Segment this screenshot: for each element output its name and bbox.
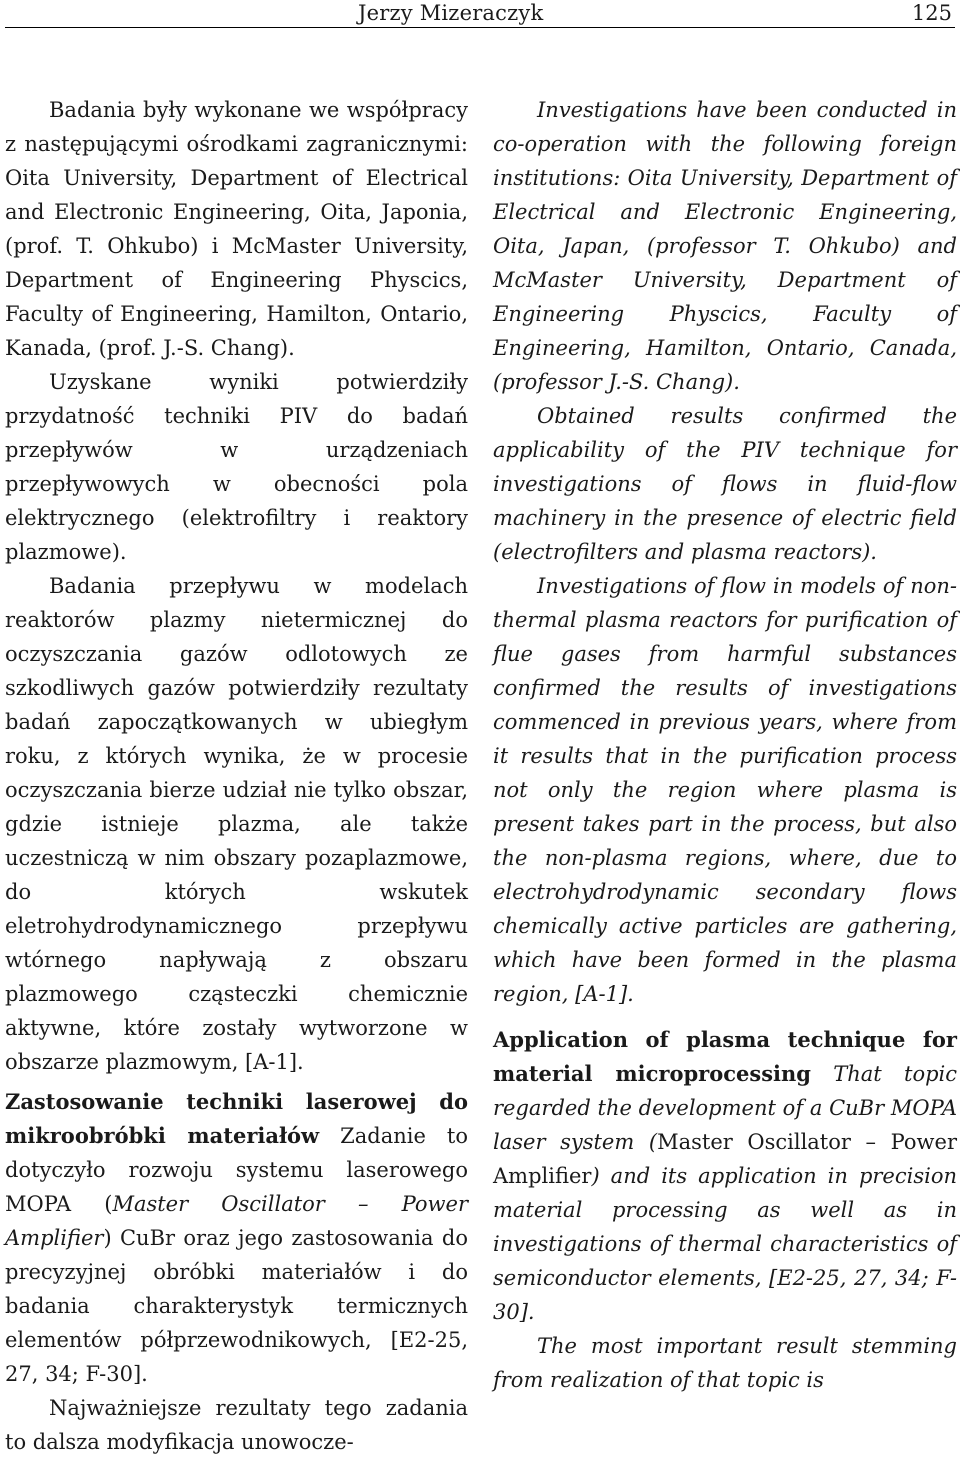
polish-paragraph-results: Najważniejsze rezultaty tego zadania to dalsza modyfikacja unowocze- [5, 1396, 468, 1454]
polish-paragraph-plasma-reactors: Badania przepływu w modelach reaktorów plazmy nietermicznej do oczyszczania gazów odlotowych ze szkodliwych gazów potwierdziły rezultaty badań zapoczątkowanych w ubiegłym roku, z których wynika, że w procesie oczyszczania bierze udział nie tylko obszar, gdzie istnieje plazma, ale także uczestniczą w nim obszary pozaplazmowe, do których wskutek eletrohydrodynamicznego przepływu wtórnego napływają z obszaru plazmowego cząsteczki chemicznie aktywne, które zostały wytworzone w obszarze plazmowym, [A-1]. [5, 574, 468, 1074]
polish-paragraph-piv-results: Uzyskane wyniki potwierdziły przydatność techniki PIV do badań przepływów w urządzeniach przepływowych w obecności pola elektrycznego (elektrofiltry i reaktory plazmowe). [5, 370, 468, 564]
polish-column [5, 93, 468, 1459]
running-head-author: Jerzy Mizeraczyk [358, 1, 544, 25]
english-paragraph-results: The most important result stemming from realization of that topic is [493, 1334, 957, 1392]
page-number: 125 [911, 1, 952, 25]
polish-laser-text-c: ) CuBr oraz jego zastosowania do precyzyjnej obróbki materiałów i do badania charakterystyk termicznych elementów półprzewodnikowych, [E2-25, 27, 34; F-30]. [5, 1226, 468, 1386]
polish-laser-text-a: Zadanie to dotyczyło rozwoju systemu laserowego MOPA ( [5, 1124, 468, 1216]
english-paragraph-plasma-reactors: Investigations of flow in models of non-thermal plasma reactors for purification of flue gases from harmful substances confirmed the results of investigations commenced in previous years, where from it results that in the purification process not only the region where plasma is present takes part in the process, but also the non-plasma regions, where, due to electrohydrodynamic secondary flows chemically active particles are gathering, which have been formed in the plasma region, [A-1]. [493, 574, 957, 1006]
page-header [5, 0, 955, 28]
english-section-heading: Application of plasma technique for material microprocessing [493, 1027, 957, 1086]
polish-paragraph-laser [5, 1085, 468, 1391]
english-paragraph-cooperation: Investigations have been conducted in co-operation with the following foreign institutions: Oita University, Department of Electrical and Electronic Engineering, Oita, Japan, (professor T. Ohkubo) and McMaster University, Department of Engineering Physcics, Faculty of Engineering, Hamilton, Ontario, Canada, (professor J.-S. Chang). [493, 98, 957, 394]
english-paragraph-laser [493, 1023, 957, 1329]
english-laser-text-mopa: Master Oscillator – Power Amplifier [493, 1130, 957, 1188]
english-paragraph-piv-results: Obtained results confirmed the applicability of the PIV technique for investigations of flows in fluid-flow machinery in the presence of electric field (electrofilters and plasma reactors). [493, 404, 957, 564]
english-laser-text-c: ) and its application in precision material processing as well as in investigations of thermal characteristics of semiconductor elements, [E2-25, 27, 34; F-30]. [493, 1164, 957, 1324]
polish-paragraph-cooperation: Badania były wykonane we współpracy z następującymi ośrodkami zagranicznymi: Oita University, Department of Electrical and Electronic Engineering, Oita, Japonia, (prof. T. Ohkubo) i McMaster University, Department of Engineering Physcics, Faculty of Engineering, Hamilton, Ontario, Kanada, (prof. J.-S. Chang). [5, 98, 468, 360]
english-column [493, 93, 957, 1397]
polish-laser-text-mopa: Master Oscillator – Power Amplifier [5, 1192, 468, 1250]
polish-section-heading: Zastosowanie techniki laserowej do mikroobróbki materiałów [5, 1089, 468, 1148]
english-laser-text-a: That topic regarded the development of a CuBr MOPA laser system ( [493, 1062, 958, 1154]
